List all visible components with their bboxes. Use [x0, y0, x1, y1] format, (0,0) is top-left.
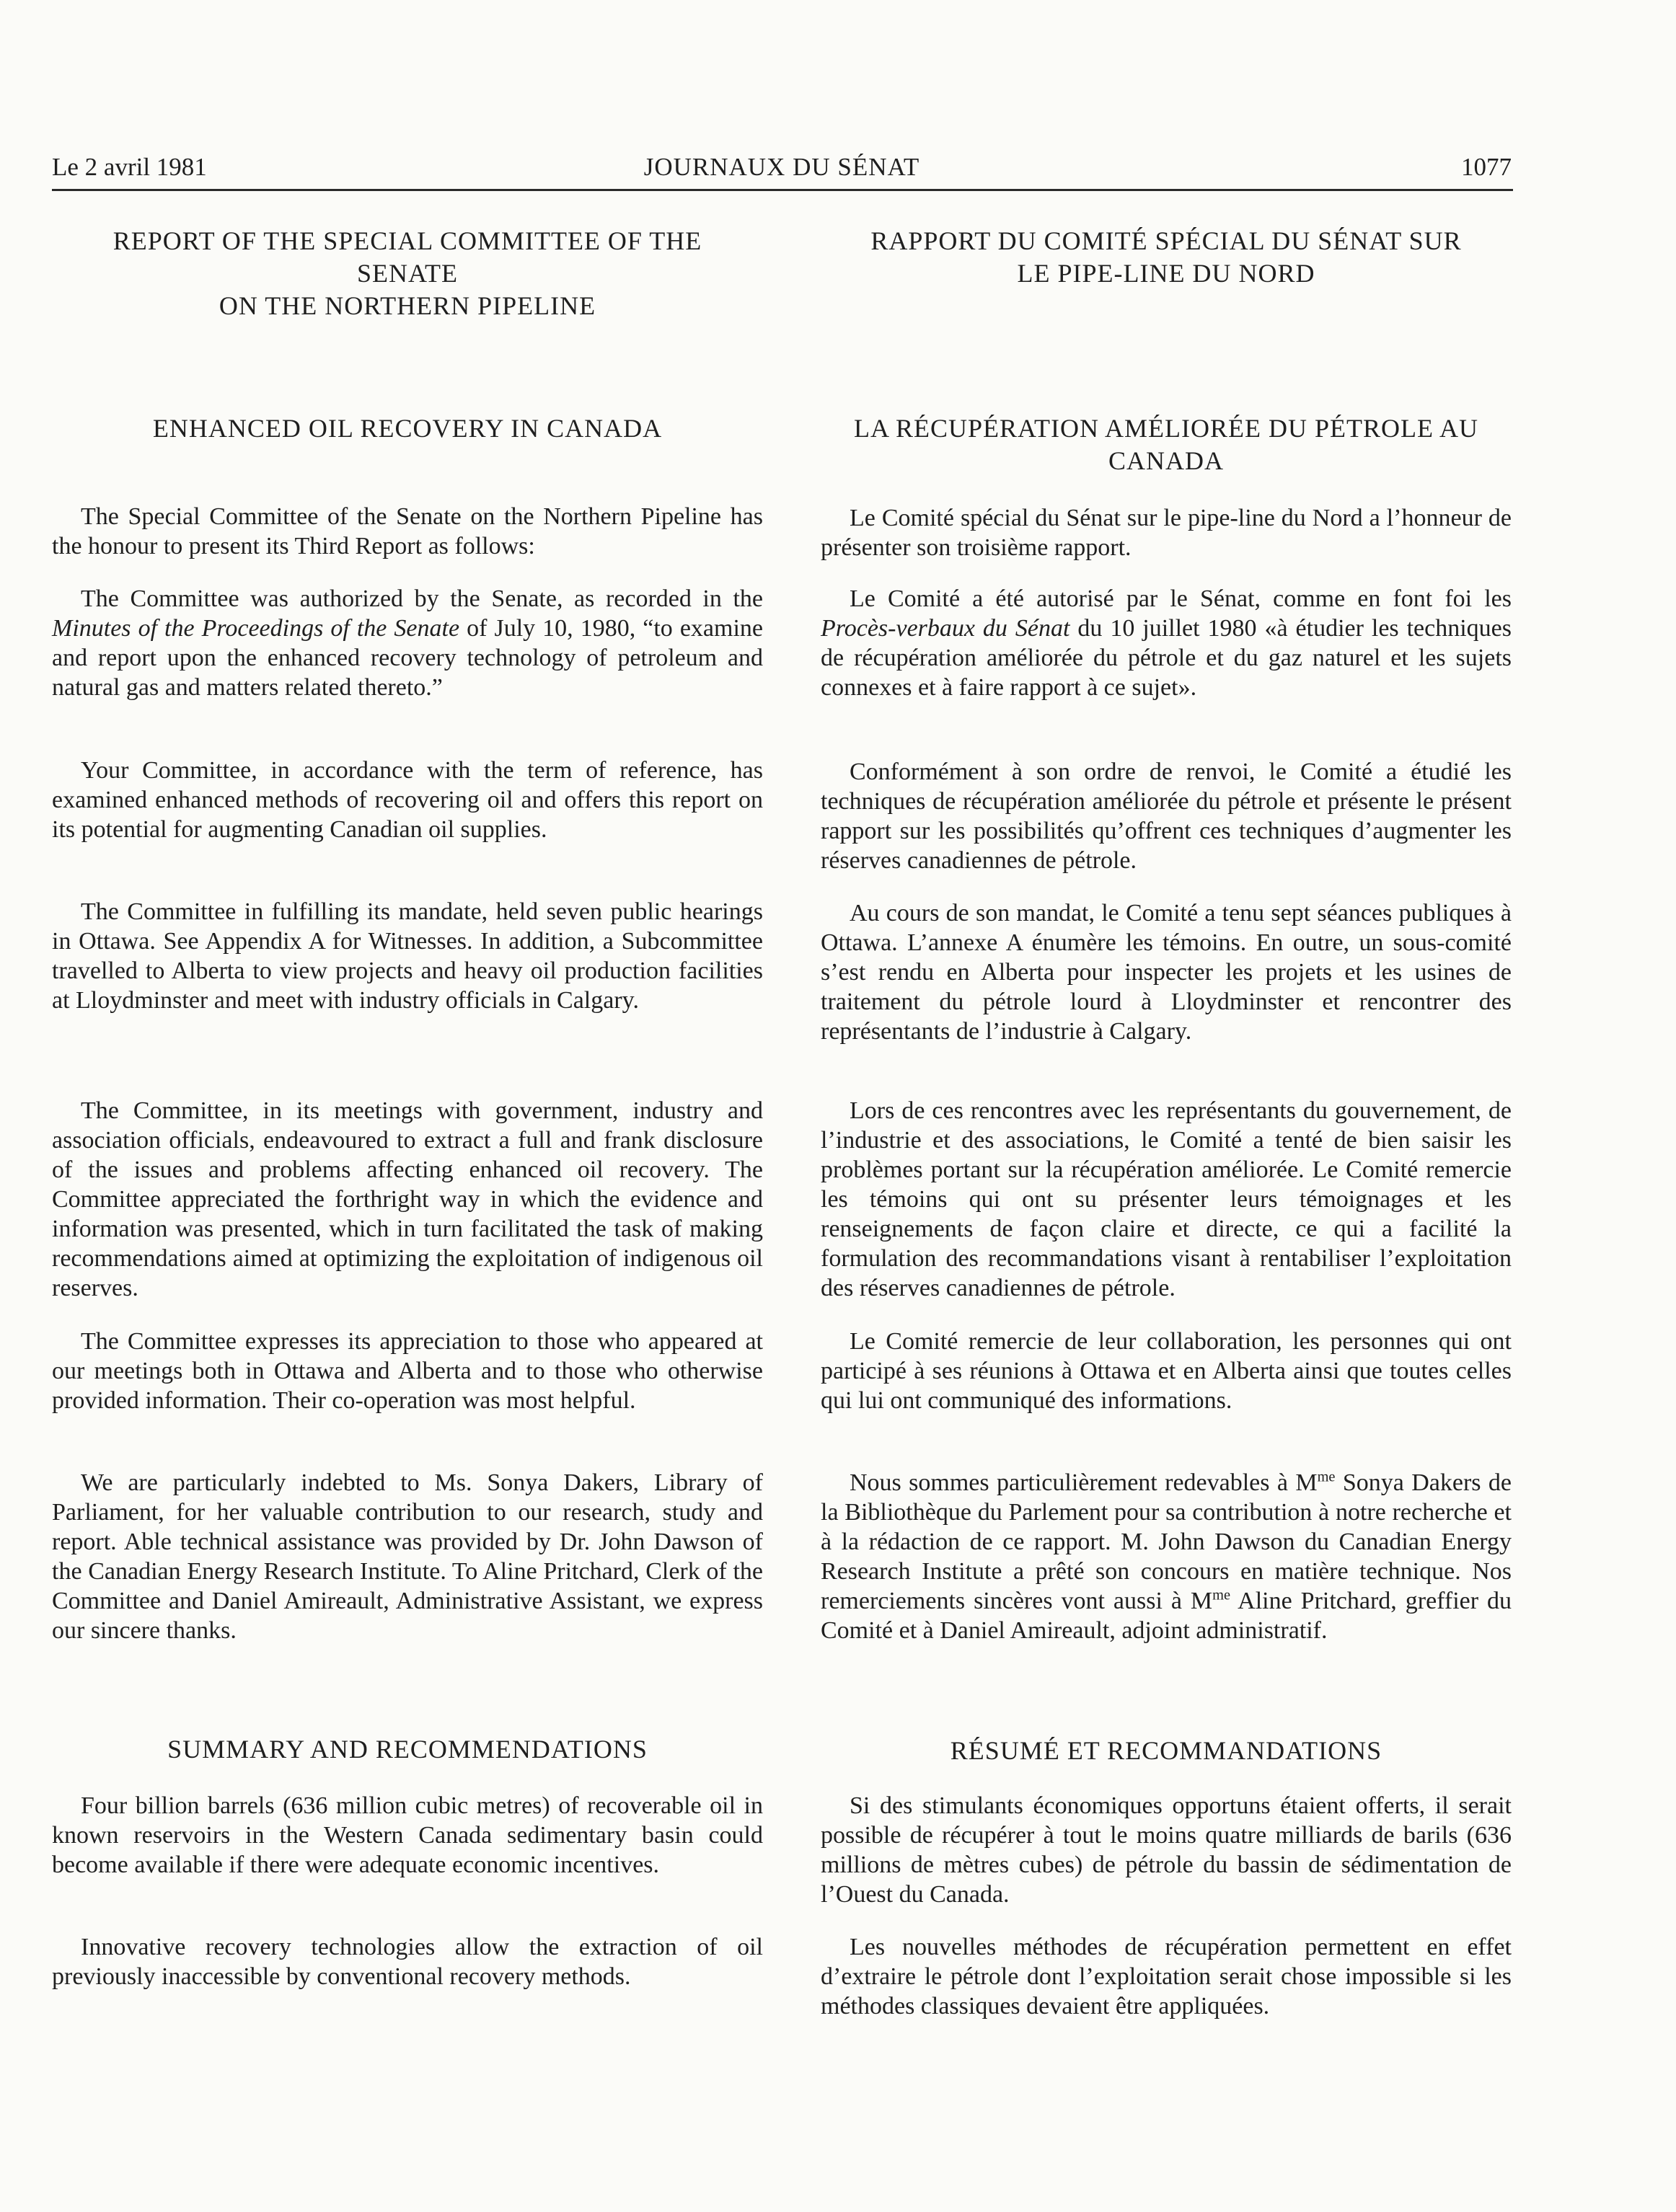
report-title-line: SENATE: [357, 259, 458, 288]
paragraph: Le Comité remercie de leur collaboration, les personnes qui ont participé à ses réunions à Ottawa et en Alberta ainsi que toutes celles qui lui ont communiqué des informations.: [821, 1328, 1512, 1414]
header-rule: [52, 189, 1513, 191]
paragraph: The Committee expresses its appreciation to those who appeared at our meetings both in Ottawa and Alberta and to those who otherwise provided information. Their co-operation was most helpful.: [52, 1328, 763, 1414]
paragraph: Your Committee, in accordance with the term of reference, has examined enhanced methods of recovering oil and offers this report on its potential for augmenting Canadian oil supplies.: [52, 757, 763, 843]
section-heading-line: CANADA: [1108, 446, 1224, 475]
header-journal-title: JOURNAUX DU SÉNAT: [643, 153, 920, 181]
paragraph: The Committee, in its meetings with government, industry and association officials, endeavoured to extract a full and frank disclosure of the issues and problems affecting enhanced oil recovery. The Committee appreciated the forthright way in which the evidence and information was presented, which in turn facilitated the task of making recommendations aimed at optimizing the exploitation of indigenous oil reserves.: [52, 1097, 763, 1301]
paragraph: Conformément à son ordre de renvoi, le Comité a étudié les techniques de récupération améliorée du pétrole et présente le présent rapport sur les possibilités qu’offrent ces techniques d’augmenter les réserves canadiennes de pétrole.: [821, 758, 1512, 874]
header-page-number: 1077: [1461, 153, 1512, 181]
report-title-line: RAPPORT DU COMITÉ SPÉCIAL DU SÉNAT SUR: [870, 226, 1462, 255]
section-heading-line: LA RÉCUPÉRATION AMÉLIORÉE DU PÉTROLE AU: [854, 414, 1478, 443]
paragraph: The Special Committee of the Senate on the Northern Pipeline has the honour to present its Third Report as follows:: [52, 503, 763, 559]
paragraph: Nous sommes particulièrement redevables à $M^{me}$ Sonya Dakers de la Bibliothèque du Parlement pour sa contribution à notre recherche et à la rédaction de ce rapport. M. John Dawson du Canadian Energy Research Institute a prêté son concours en matière technique. Nos remerciements sincères vont aussi à $M^{me}$ Aline Pritchard, greffier du Comité et à Daniel Amireault, adjoint administratif.: [821, 1469, 1512, 1644]
paragraph: Au cours de son mandat, le Comité a tenu sept séances publiques à Ottawa. L’annexe A énumère les témoins. En outre, un sous-comité s’est rendu en Alberta pour inspecter les projets et les usines de traitement du pétrole lourd à Lloydminster et rencontrer des représentants de l’industrie à Calgary.: [821, 900, 1512, 1045]
summary-heading: RÉSUMÉ ET RECOMMANDATIONS: [950, 1736, 1382, 1765]
report-title-line: ON THE NORTHERN PIPELINE: [219, 291, 596, 320]
summary-heading: SUMMARY AND RECOMMENDATIONS: [167, 1735, 648, 1764]
paragraph: We are particularly indebted to Ms. Sonya Dakers, Library of Parliament, for her valuable contribution to our research, study and report. Able technical assistance was provided by Dr. John Dawson of the Canadian Energy Research Institute. To Aline Pritchard, Clerk of the Committee and Daniel Amireault, Administrative Assistant, we express our sincere thanks.: [52, 1469, 763, 1644]
paragraph: Les nouvelles méthodes de récupération permettent en effet d’extraire le pétrole dont l’exploitation serait chose impossible si les méthodes classiques devaient être appliquées.: [821, 1934, 1512, 2019]
report-title: [52, 225, 763, 322]
report-title-line: LE PIPE-LINE DU NORD: [1017, 259, 1315, 288]
paragraph: Le Comité spécial du Sénat sur le pipe-line du Nord a l’honneur de présenter son troisième rapport.: [821, 505, 1512, 561]
paragraph: Four billion barrels (636 million cubic metres) of recoverable oil in known reservoirs in the Western Canada sedimentary basin could become available if there were adequate economic incentives.: [52, 1792, 763, 1878]
section-heading: [821, 412, 1512, 477]
header-date: Le 2 avril 1981: [52, 153, 207, 181]
paragraph: Innovative recovery technologies allow the extraction of oil previously inaccessible by conventional recovery methods.: [52, 1934, 763, 1990]
paragraph: Lors de ces rencontres avec les représentants du gouvernement, de l’industrie et des associations, le Comité a tenté de bien saisir les problèmes portant sur la récupération améliorée. Le Comité remercie les témoins qui ont su présenter leurs témoignages et les renseignements de façon claire et directe, ce qui a facilité la formulation des recommandations visant à rentabiliser l’exploitation des réserves canadiennes de pétrole.: [821, 1097, 1512, 1301]
proces-verbaux-citation: Procès-verbaux du Sénat: [821, 615, 1070, 642]
minutes-citation: Minutes of the Proceedings of the Senate: [52, 615, 460, 642]
paragraph: The Committee was authorized by the Senate, as recorded in the Minutes of the Proceedings of the Senate of July 10, 1980, “to examine and report upon the enhanced recovery technology of petroleum and natural gas and matters related thereto.”: [52, 585, 763, 701]
paragraph: Le Comité a été autorisé par le Sénat, comme en font foi les Procès-verbaux du Sénat du 10 juillet 1980 «à étudier les techniques de récupération améliorée du pétrole et du gaz naturel et les sujets connexes et à faire rapport à ce sujet».: [821, 585, 1512, 701]
report-title: [821, 225, 1512, 290]
running-header: [52, 147, 1512, 187]
report-title-line: REPORT OF THE SPECIAL COMMITTEE OF THE: [113, 226, 702, 255]
paragraph: The Committee in fulfilling its mandate, held seven public hearings in Ottawa. See Appendix A for Witnesses. In addition, a Subcommittee travelled to Alberta to view projects and heavy oil production facilities at Lloydminster and meet with industry officials in Calgary.: [52, 898, 763, 1014]
section-heading: ENHANCED OIL RECOVERY IN CANADA: [152, 414, 663, 443]
paragraph: Si des stimulants économiques opportuns étaient offerts, il serait possible de récupérer à tout le moins quatre milliards de barils (636 millions de mètres cubes) de pétrole du bassin de sédimentation de l’Ouest du Canada.: [821, 1792, 1512, 1908]
